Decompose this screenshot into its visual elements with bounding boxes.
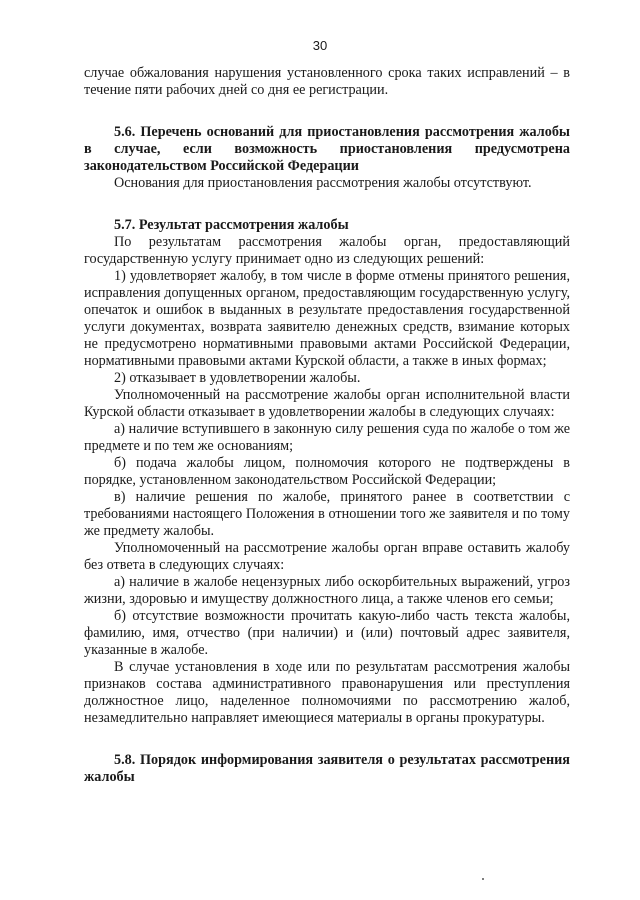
list-item: а) наличие вступившего в законную силу решения суда по жалобе о том же предмете и по тем же основаниям; <box>84 421 570 454</box>
paragraph: Уполномоченный на рассмотрение жалобы орган исполнительной власти Курской области отказывает в удовлетворении жалобы в следующих случаях: <box>84 387 570 420</box>
list-item: а) наличие в жалобе нецензурных либо оскорбительных выражений, угроз жизни, здоровью и имуществу должностного лица, а также членов его семьи; <box>84 574 570 607</box>
section-heading-5-7: 5.7. Результат рассмотрения жалобы <box>114 217 349 233</box>
paragraph: Основания для приостановления рассмотрения жалобы отсутствуют. <box>114 175 532 191</box>
paragraph: По результатам рассмотрения жалобы орган, предоставляющий государственную услугу принимает одно из следующих решений: <box>84 234 570 267</box>
list-item: б) отсутствие возможности прочитать какую-либо часть текста жалобы, фамилию, имя, отчество (при наличии) и (или) почтовый адрес заявителя, указанные в жалобе. <box>84 608 570 658</box>
list-item: 2) отказывает в удовлетворении жалобы. <box>114 370 361 386</box>
list-item: 1) удовлетворяет жалобу, в том числе в форме отмены принятого решения, исправления допущенных органом, предоставляющим государственную услугу, опечаток и ошибок в выданных в результате предоставления государственной услуги документах, возврата заявителю денежных средств, взимание которых не предусмотрено нормативными правовыми актами Российской Федерации, нормативными правовыми актами Курской области, а также в иных формах; <box>84 268 570 369</box>
section-heading-5-8: 5.8. Порядок информирования заявителя о результатах рассмотрения жалобы <box>84 752 570 785</box>
list-item: в) наличие решения по жалобе, принятого ранее в соответствии с требованиями настоящего Положения в отношении того же заявителя и по тому же предмету жалобы. <box>84 489 570 539</box>
page-number: 30 <box>312 38 328 53</box>
document-body <box>84 65 570 786</box>
paragraph: Уполномоченный на рассмотрение жалобы орган вправе оставить жалобу без ответа в следующих случаях: <box>84 540 570 573</box>
scan-speck <box>482 878 484 880</box>
paragraph: В случае установления в ходе или по результатам рассмотрения жалобы признаков состава административного правонарушения или преступления должностное лицо, наделенное полномочиями по рассмотрению жалоб, незамедлительно направляет имеющиеся материалы в органы прокуратуры. <box>84 659 570 726</box>
list-item: б) подача жалобы лицом, полномочия которого не подтверждены в порядке, установленном законодательством Российской Федерации; <box>84 455 570 488</box>
section-heading-5-6: 5.6. Перечень оснований для приостановления рассмотрения жалобы в случае, если возможность приостановления предусмотрена законодательством Российской Федерации <box>84 124 570 174</box>
paragraph-continuation: случае обжалования нарушения установленного срока таких исправлений – в течение пяти рабочих дней со дня ее регистрации. <box>84 65 570 98</box>
